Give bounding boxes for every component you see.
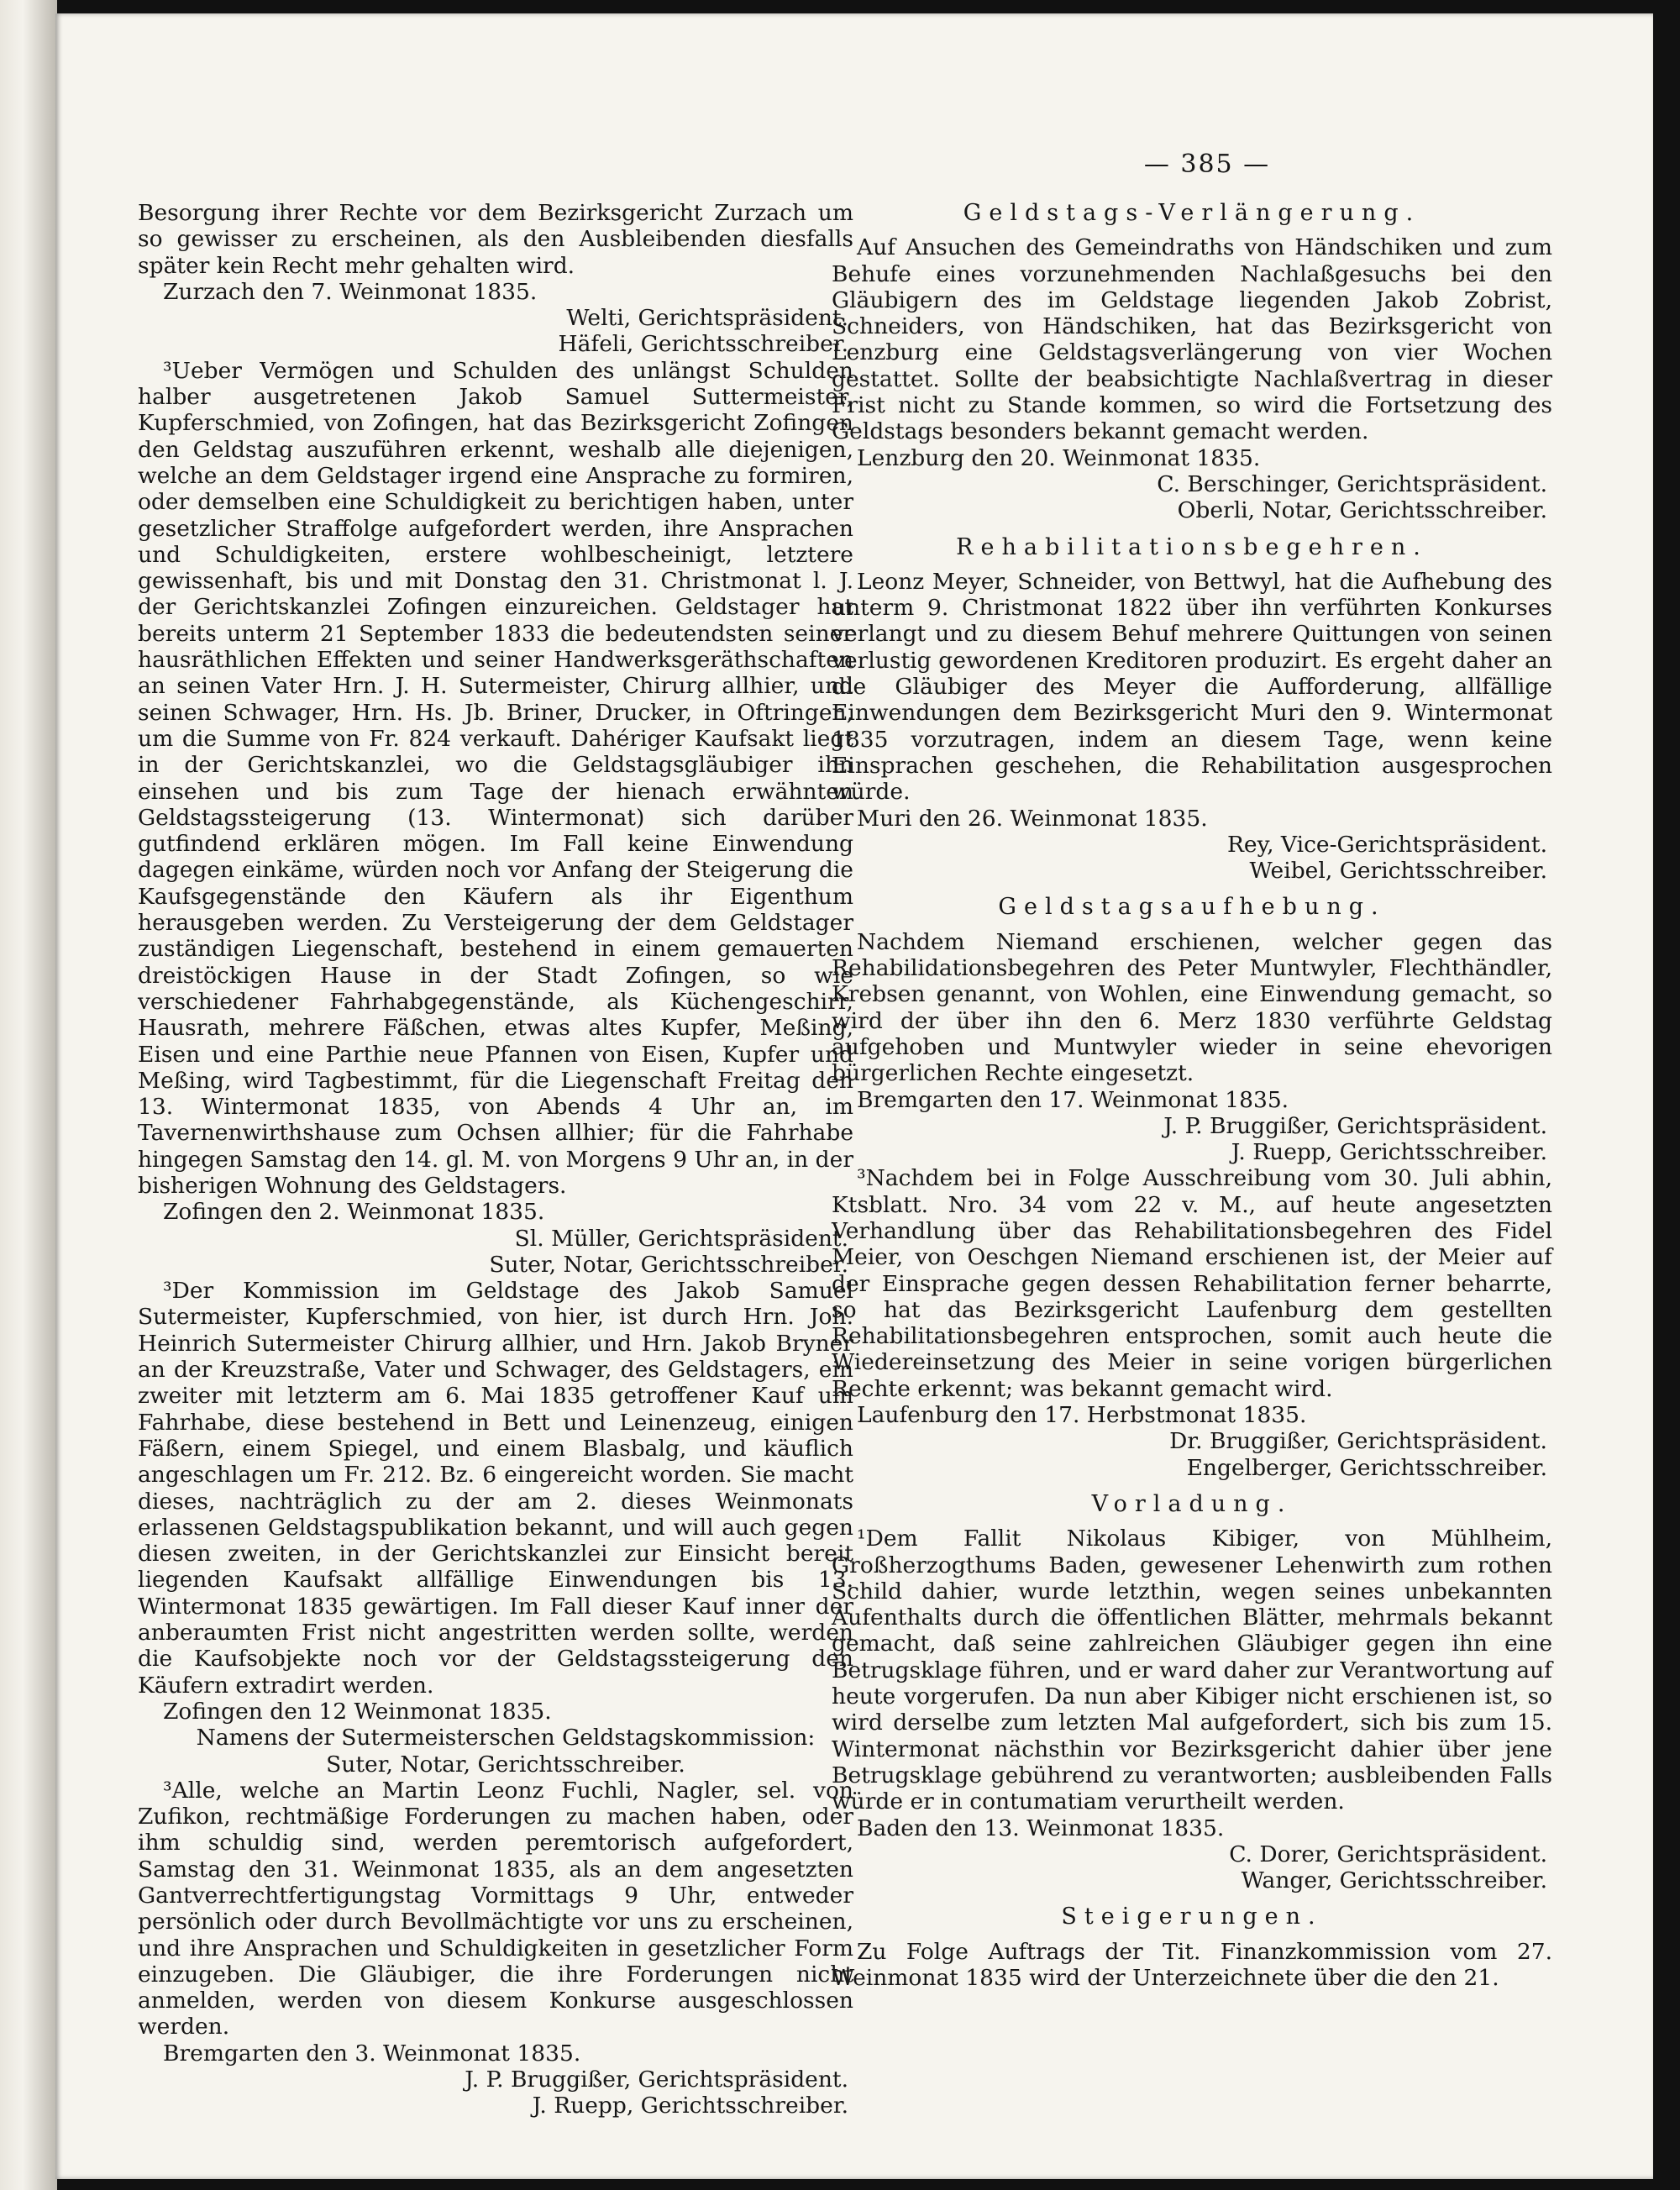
notice-text: ³Der Kommission im Geldstage des Jakob Samuel Sutermeister, Kupferschmied, von hier, ist durch Hrn. Joh. Heinrich Sutermeister Chirurg allhier, und Hrn. Jakob Bryner an der Kreuzstraße, Vater und Schwager, des Geldstagers, ein zweiter mit letzterm am 6. Mai 1835 getroffener Kauf um Fahrhabe, diese bestehend in Bett und Leinenzeug, einigen Fäßern, einem Spiegel, und einem Blasbalg, und käuflich angeschlagen um Fr. 212. Bz. 6 eingereicht worden. Sie macht dieses, nachträglich zu der am 2. dieses Weinmonats erlassenen Geldstagspublikation bekannt, und will auch gegen diesen zweiten, in der Gerichtskanzlei zur Einsicht bereit liegenden Kaufsakt allfällige Einwendungen bis 13. Wintermonat 1835 gewärtigen. Im Fall dieser Kauf inner der anberaumten Frist nicht angestritten werden sollte, werden die Kaufsobjekte noch vor der Geldstagssteigerung den Käufern extradirt werden. [138,1278,853,1699]
notice-date: Zofingen den 12 Weinmonat 1835. [163,1698,552,1725]
right-column [832,200,1552,1991]
notice-date: Zurzach den 7. Weinmonat 1835. [163,278,538,305]
section-heading: Vorladung. [1091,1490,1293,1517]
notice-text: ³Ueber Vermögen und Schulden des unlängst Schulden halber ausgetretenen Jakob Samuel Suttermeister, Kupferschmied, von Zofingen, hat das Bezirksgericht Zofingen den Geldstag auszuführen erkennt, weshalb alle diejenigen, welche an dem Geldstager irgend eine Ansprache zu formiren, oder demselben eine Schuldigkeit zu berichtigen haben, unter gesetzlicher Straffolge aufgefordert werden, ihre Ansprachen und Schuldigkeiten, erstere wohlbescheinigt, letztere gewissenhaft, bis und mit Donstag den 31. Christmonat l. J. der Gerichtskanzlei Zofingen einzureichen. Geldstager hat bereits unterm 21 September 1833 die bedeutendsten seiner hausräthlichen Effekten und seiner Handwerksgeräthschaften an seinen Vater Hrn. J. H. Sutermeister, Chirurg allhier, und seinen Schwager, Hrn. Hs. Jb. Briner, Drucker, in Oftringen, um die Summe von Fr. 824 verkauft. Dahériger Kaufsakt liegt in der Gerichtskanzlei, wo die Geldstagsgläubiger ihn einsehen und bis zum Tage der hienach erwähnten Geldstagssteigerung (13. Wintermonat) sich darüber gutfindend erklären mögen. Im Fall keine Einwendung dagegen einkäme, würden noch vor Anfang der Steigerung die Kaufsgegenstände den Käufern als ihr Eigenthum herausgeben werden. Zu Versteigerung der dem Geldstager zuständigen Liegenschaft, bestehend in einem gemauerten dreistöckigen Hause in der Stadt Zofingen, so wie verschiedener Fahrhabgegenstände, als Küchengeschirr, Hausrath, mehrere Fäßchen, etwas altes Kupfer, Meßing, Eisen und eine Parthie neue Pfannen von Eisen, Kupfer und Meßing, wird Tagbestimmt, für die Liegenschaft Freitag den 13. Wintermonat 1835, von Abends 4 Uhr an, im Tavernenwirthshause zum Ochsen allhier; für die Fahrhabe hingegen Samstag den 14. gl. M. von Morgens 9 Uhr an, in der bisherigen Wohnung des Geldstagers. [138,357,853,1199]
section-heading: Rehabilitationsbegehren. [956,533,1428,560]
signature: Weibel, Gerichtsschreiber. [1249,858,1547,885]
notice-text: ¹Dem Fallit Nikolaus Kibiger, von Mühlheim, Großherzogthums Baden, gewesener Lehenwirth zum rothen Schild dahier, wurde letzthin, wegen seines unbekannten Aufenthalts durch die öffentlichen Blätter, mehrmals bekannt gemacht, daß seine zahlreichen Gläubiger gegen ihn eine Betrugsklage führen, und er ward daher zur Verantwortung auf heute vorgerufen. Da nun aber Kibiger nicht erschienen ist, so wird derselbe zum letzten Mal aufgefordert, sich bis zum 15. Wintermonat nächsthin vor Bezirksgericht dahier über jene Betrugsklage gebührend zu verantworten; ausbleibenden Falls würde er in contumatiam verurtheilt werden. [832,1526,1552,1815]
signature: C. Dorer, Gerichtspräsident. [1229,1841,1547,1867]
signature: Suter, Notar, Gerichtsschreiber. [489,1251,848,1278]
notice-date: Bremgarten den 3. Weinmonat 1835. [163,2040,581,2067]
notice-text: Nachdem Niemand erschienen, welcher gegen das Rehabilidationsbegehren des Peter Muntwyler, Flechthändler, Krebsen genannt, von Wohlen, eine Einwendung gemacht, so wird der über ihn den 6. Merz 1830 verführte Geldstag aufgehoben und Muntwyler wieder in seine ehevorigen bürgerlichen Rechte eingesetzt. [832,928,1552,1087]
notice-text: Besorgung ihrer Rechte vor dem Bezirksgericht Zurzach um so gewisser zu erscheinen, als den Ausbleibenden diesfalls später kein Recht mehr gehalten wird. [138,200,853,279]
left-column [138,200,853,2119]
signature: Häfeli, Gerichtsschreiber. [558,331,848,358]
signature: Suter, Notar, Gerichtsschreiber. [326,1751,685,1778]
newspaper-page [55,13,1653,2179]
signature: C. Berschinger, Gerichtspräsident. [1157,470,1547,497]
section-heading: Geldstags-Verlängerung. [963,200,1421,226]
notice-text: Auf Ansuchen des Gemeindraths von Händschiken und zum Behufe eines vorzunehmenden Nachlaßgesuchs bei den Gläubigern des im Geldstage liegenden Jakob Zobrist, Schneiders, von Händschiken, hat das Bezirksgericht von Lenzburg eine Geldstagsverlängerung von vier Wochen gestattet. Sollte der beabsichtigte Nachlaßvertrag in dieser Frist nicht zu Stande kommen, so wird die Fortsetzung des Geldstags besonders bekannt gemacht werden. [832,234,1552,445]
signature: Engelberger, Gerichtsschreiber. [1186,1454,1547,1481]
notice-date: Zofingen den 2. Weinmonat 1835. [163,1199,545,1226]
notice-date: Baden den 13. Weinmonat 1835. [857,1814,1225,1841]
signature: Sl. Müller, Gerichtspräsident. [514,1225,848,1252]
notice-date: Muri den 26. Weinmonat 1835. [857,805,1208,832]
notice-text: ³Nachdem bei in Folge Ausschreibung vom 30. Juli abhin, Ktsblatt. Nro. 34 vom 22 v. M., auf heute angesetzten Verhandlung über das Rehabilitationsbegehren des Fidel Meier, von Oeschgen Niemand erschienen ist, der Meier auf der Einsprache gegen dessen Rehabilitation ferner beharrte, so hat das Bezirksgericht Laufenburg dem gestellten Rehabilitationsbegehren entsprochen, somit auch heute die Wiedereinsetzung des Meier in seine vorigen bürgerlichen Rechte erkennt; was bekannt gemacht wird. [832,1165,1552,1402]
notice-date: Lenzburg den 20. Weinmonat 1835. [857,444,1261,471]
signature: Wanger, Gerichtsschreiber. [1241,1867,1547,1894]
signature: J. P. Bruggißer, Gerichtspräsident. [1163,1112,1547,1139]
signature: J. P. Bruggißer, Gerichtspräsident. [465,2067,848,2093]
signature: Welti, Gerichtspräsident. [566,305,848,332]
signature: Dr. Bruggißer, Gerichtspräsident. [1169,1428,1547,1455]
notice-text: ³Alle, welche an Martin Leonz Fuchli, Nagler, sel. von Zufikon, rechtmäßige Forderungen zu machen haben, oder ihm schuldig sind, werden peremtorisch aufgefordert, Samstag den 31. Weinmonat 1835, als an dem angesetzten Gantverrechtfertigungstag Vormittags 9 Uhr, entweder persönlich oder durch Bevollmächtigte vor uns zu erscheinen, und ihre Ansprachen und Schuldigkeiten in gesetzlicher Form einzugeben. Die Gläubiger, die ihre Forderungen nicht anmelden, werden von diesem Konkurse ausgeschlossen werden. [138,1777,853,2040]
notice-date: Bremgarten den 17. Weinmonat 1835. [857,1086,1289,1113]
book-spine [0,0,57,2190]
signature: Rey, Vice-Gerichtspräsident. [1226,831,1547,858]
signature: Namens der Sutermeisterschen Geldstagskommission: [196,1725,816,1751]
notice-text: Zu Folge Auftrags der Tit. Finanzkommission vom 27. Weinmonat 1835 wird der Unterzeichnete über die den 21. [832,1938,1552,1991]
section-heading: Steigerungen. [1061,1904,1323,1930]
section-heading: Geldstagsaufhebung. [998,894,1386,921]
signature: Oberli, Notar, Gerichtsschreiber. [1177,497,1547,524]
notice-date: Laufenburg den 17. Herbstmonat 1835. [857,1402,1307,1429]
page-number: — 385 — [1143,150,1271,179]
signature: J. Ruepp, Gerichtsschreiber. [532,2093,848,2119]
signature: J. Ruepp, Gerichtsschreiber. [1231,1139,1547,1166]
notice-text: Leonz Meyer, Schneider, von Bettwyl, hat die Aufhebung des unterm 9. Christmonat 1822 über ihn verführten Konkurses verlangt und zu diesem Behuf mehrere Quittungen von seinen verlustig gewordenen Kreditoren produzirt. Es ergeht daher an die Gläubiger des Meyer die Aufforderung, allfällige Einwendungen dem Bezirksgericht Muri den 9. Wintermonat 1835 vorzutragen, indem an diesem Tage, wenn keine Einsprachen geschehen, die Rehabilitation ausgesprochen würde. [832,568,1552,806]
